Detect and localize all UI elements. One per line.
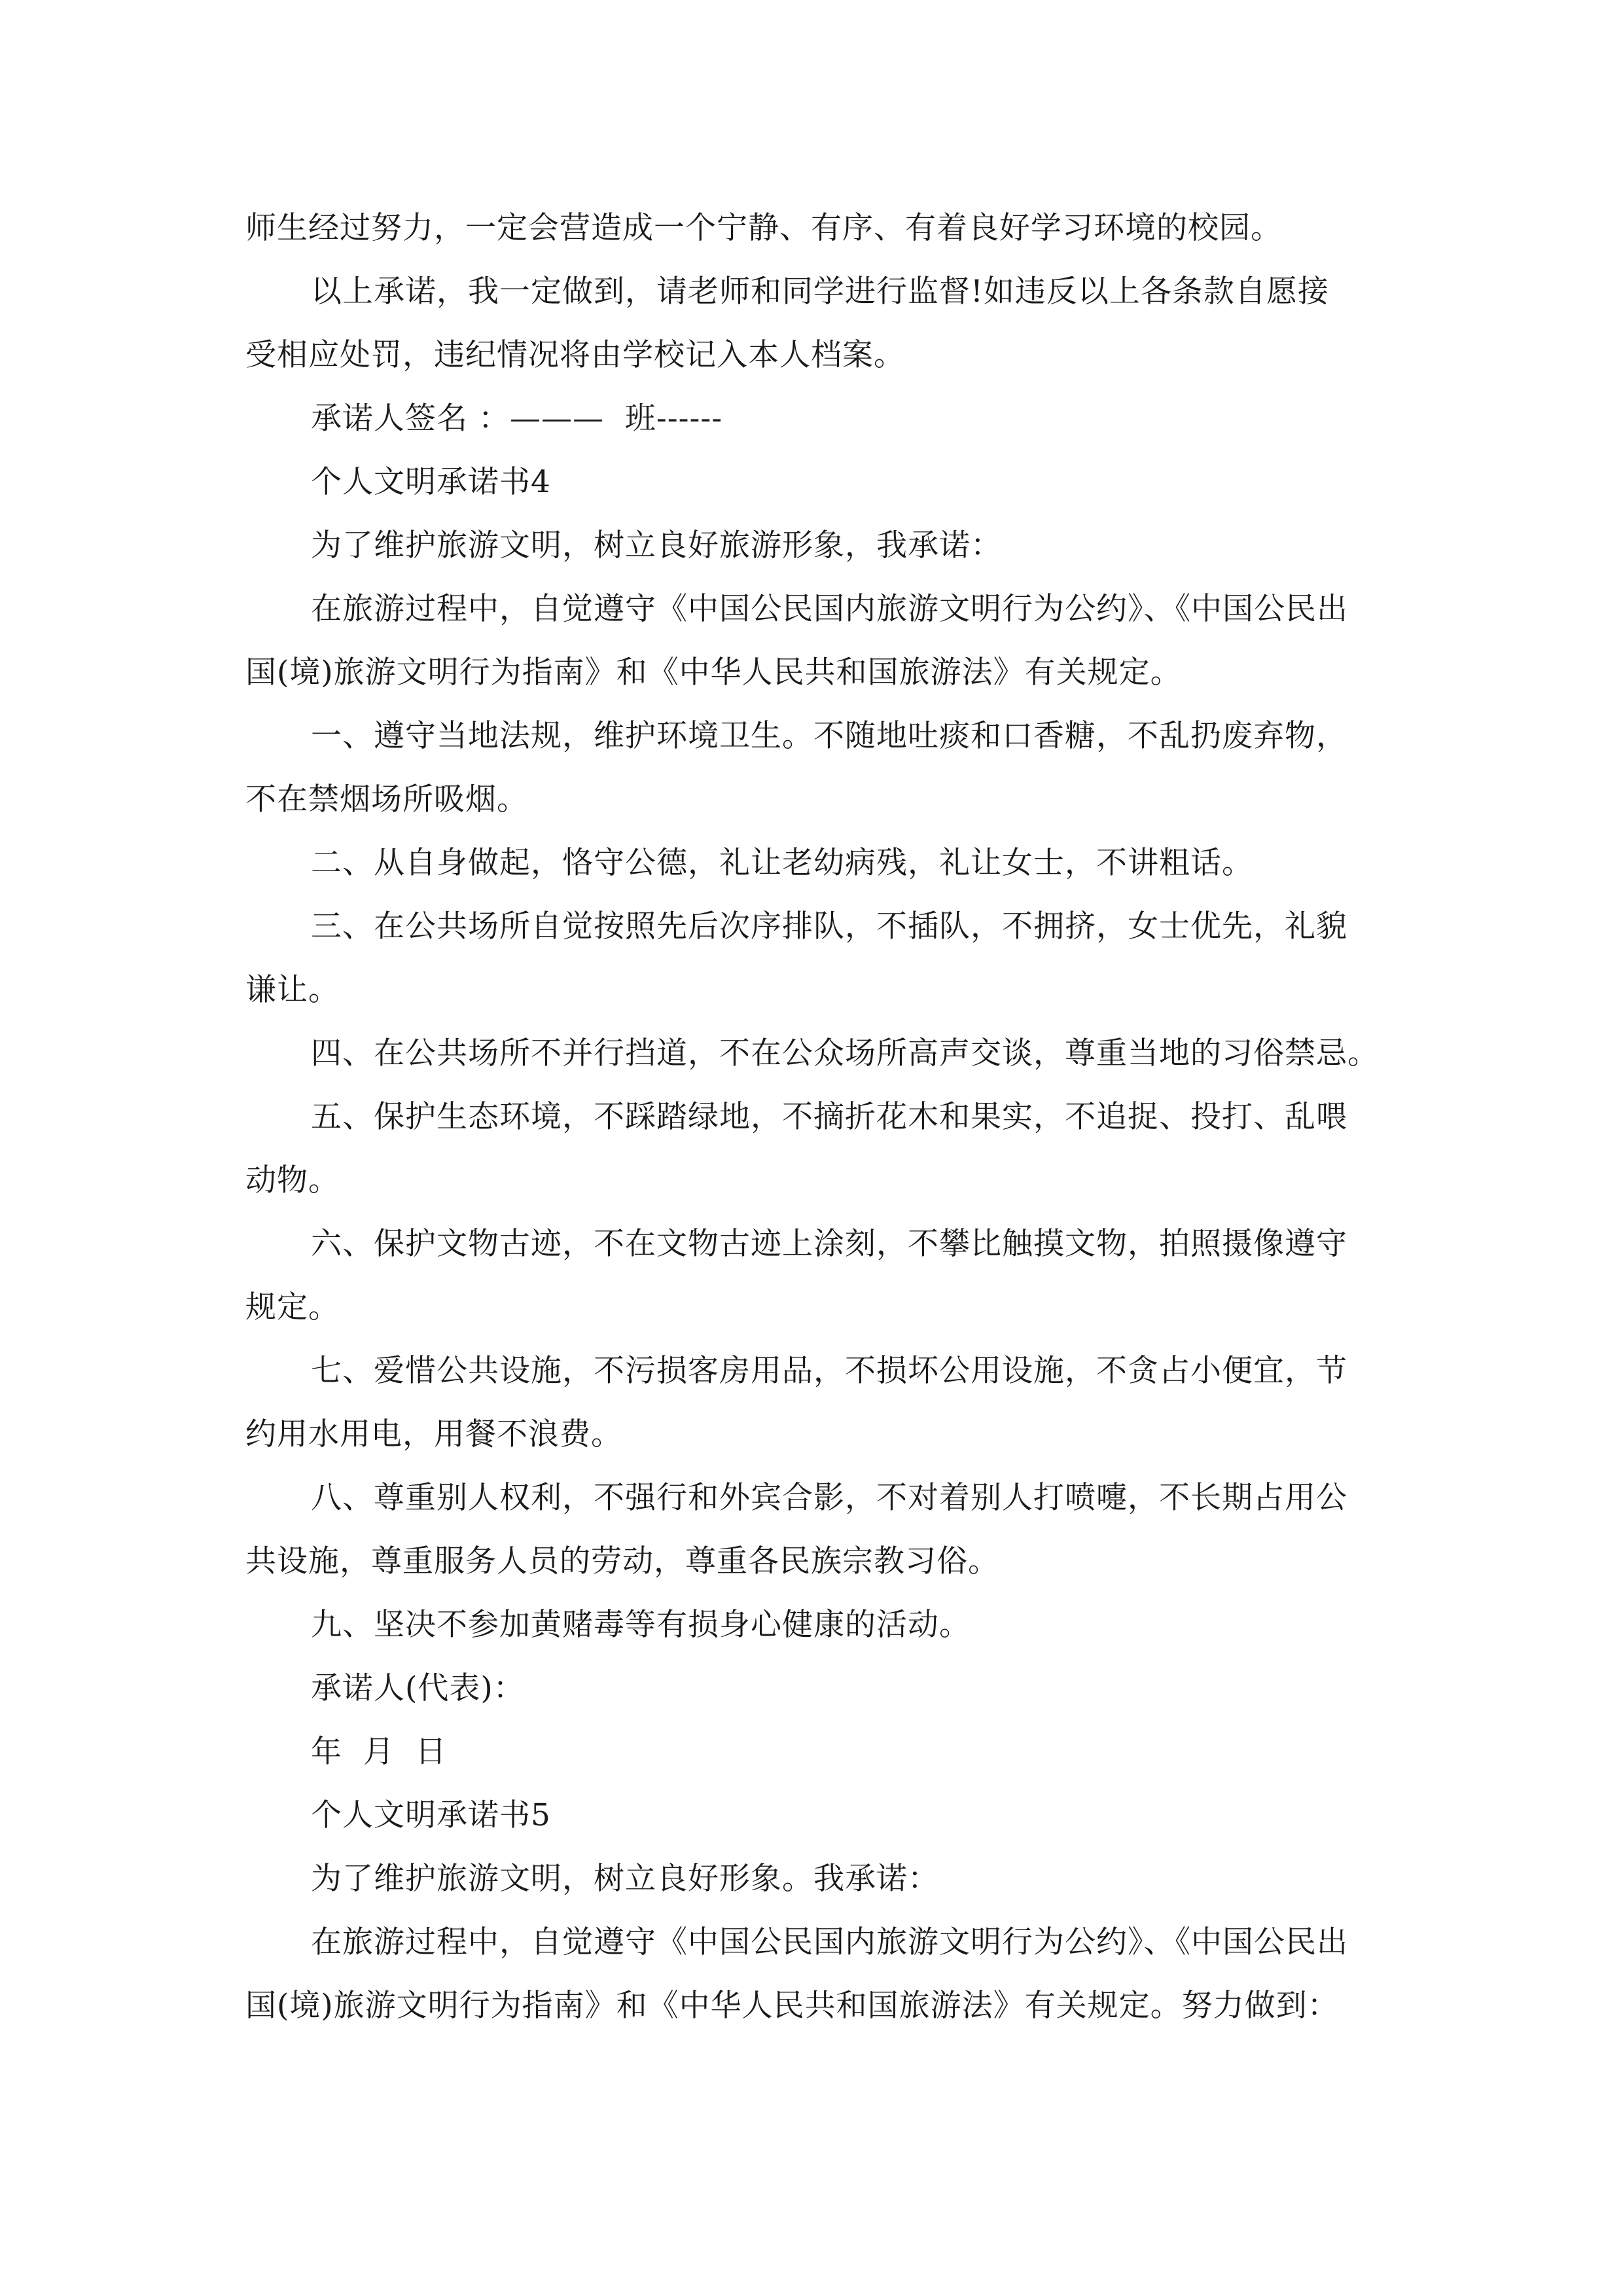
text-line: 以上承诺，我一定做到，请老师和同学进行监督!如违反以上各条款自愿接 — [311, 274, 1329, 310]
text-line: 为了维护旅游文明，树立良好旅游形象，我承诺： — [311, 528, 1002, 564]
list-item: 六、保护文物古迹，不在文物古迹上涂刻，不攀比触摸文物，拍照摄像遵守 — [311, 1226, 1347, 1262]
list-item: 八、尊重别人权利，不强行和外宾合影，不对着别人打喷嚏，不长期占用公 — [311, 1480, 1347, 1516]
text-line: 为了维护旅游文明，树立良好形象。我承诺： — [311, 1861, 939, 1897]
list-item: 二、从自身做起，恪守公德，礼让老幼病残，礼让女士，不讲粗话。 — [311, 845, 1253, 881]
signature-line: 承诺人签名 ：——— 班------ — [311, 401, 723, 437]
list-item: 五、保护生态环境，不踩踏绿地，不摘折花木和果实，不追捉、投打、乱喂 — [311, 1099, 1347, 1135]
text-line: 在旅游过程中，自觉遵守《中国公民国内旅游文明行为公约》、《中国公民出 — [311, 1924, 1348, 1960]
list-item: 四、在公共场所不并行挡道，不在公众场所高声交谈，尊重当地的习俗禁忌。 — [311, 1035, 1379, 1071]
list-item: 九、坚决不参加黄赌毒等有损身心健康的活动。 — [311, 1607, 971, 1643]
text-line: 师生经过努力，一定会营造成一个宁静、有序、有着良好学习环境的校园。 — [245, 210, 1282, 246]
text-line: 受相应处罚，违纪情况将由学校记入本人档案。 — [245, 337, 905, 373]
text-line: 不在禁烟场所吸烟。 — [245, 781, 528, 817]
date-line: 年 月 日 — [311, 1734, 447, 1770]
list-item: 一、遵守当地法规，维护环境卫生。不随地吐痰和口香糖，不乱扔废弃物， — [311, 718, 1347, 754]
text-line: 国(境)旅游文明行为指南》和《中华人民共和国旅游法》有关规定。努力做到： — [245, 1988, 1339, 2024]
text-line: 谦让。 — [245, 972, 340, 1008]
document-page — [245, 196, 1404, 2037]
section-heading: 个人文明承诺书4 — [311, 464, 551, 500]
list-item: 三、在公共场所自觉按照先后次序排队，不插队，不拥挤，女士优先，礼貌 — [311, 908, 1347, 944]
text-line: 国(境)旅游文明行为指南》和《中华人民共和国旅游法》有关规定。 — [245, 655, 1182, 691]
text-line: 共设施，尊重服务人员的劳动，尊重各民族宗教习俗。 — [245, 1543, 999, 1579]
list-item: 七、爱惜公共设施，不污损客房用品，不损坏公用设施，不贪占小便宜，节 — [311, 1353, 1347, 1389]
text-line: 约用水用电，用餐不浪费。 — [245, 1416, 622, 1452]
text-line: 动物。 — [245, 1162, 340, 1198]
section-heading: 个人文明承诺书5 — [311, 1797, 551, 1833]
text-line: 规定。 — [245, 1289, 340, 1325]
signature-line: 承诺人(代表)： — [311, 1670, 525, 1706]
text-line: 在旅游过程中，自觉遵守《中国公民国内旅游文明行为公约》、《中国公民出 — [311, 591, 1348, 627]
